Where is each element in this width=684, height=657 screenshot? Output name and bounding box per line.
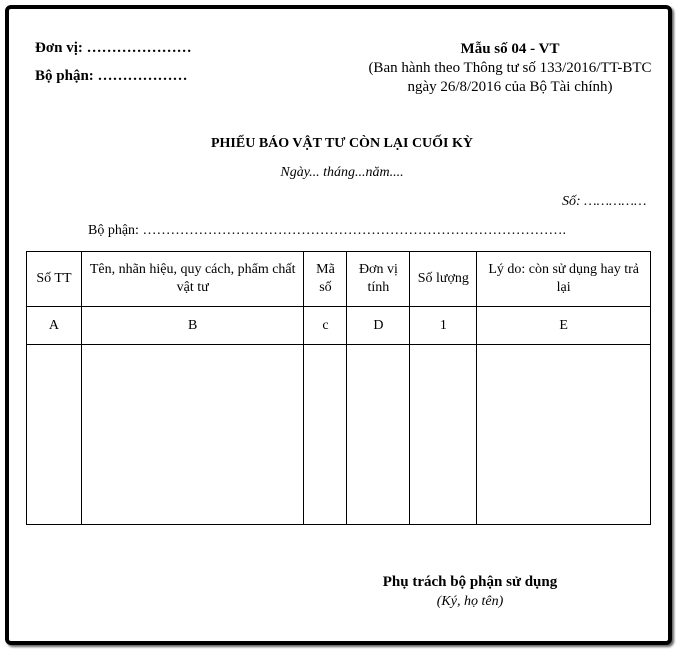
code-cell: c [304,307,347,345]
department-field: Bộ phận: ……………… [35,68,188,84]
table-cell [477,345,651,525]
date-line: Ngày... tháng...năm.... [280,165,404,180]
header-cell: Đơn vị tính [347,252,410,307]
signature-block [330,572,610,611]
table-cell [27,345,82,525]
table-header-row [27,252,651,307]
table-code-row [27,307,651,345]
signature-note: (Ký, họ tên) [436,594,504,609]
signature-title: Phụ trách bộ phận sử dụng [382,574,558,590]
header-cell: Lý do: còn sử dụng hay trả lại [477,252,651,307]
document-title: PHIẾU BÁO VẬT TƯ CÒN LẠI CUỐI KỲ [210,136,474,151]
code-cell: E [477,307,651,345]
header-cell: Mã số [304,252,347,307]
code-cell: B [81,307,304,345]
table-cell [81,345,304,525]
number-line: Số: …………… [562,194,647,209]
issued-line-2: ngày 26/8/2016 của Bộ Tài chính) [407,79,613,95]
department-line: Bộ phận: ………………………………………………………………………………. [88,223,566,238]
table-cell [304,345,347,525]
unit-field: Đơn vị: ………………… [35,40,192,56]
header-cell: Số lượng [410,252,477,307]
table-row [27,345,651,525]
header-cell: Số TT [27,252,82,307]
header-cell: Tên, nhãn hiệu, quy cách, phẩm chất vật tư [81,252,304,307]
code-cell: 1 [410,307,477,345]
materials-table [26,251,651,525]
table-cell [347,345,410,525]
code-cell: D [347,307,410,345]
form-info [330,40,684,97]
issued-line-1: (Ban hành theo Thông tư số 133/2016/TT-BTC [368,60,652,76]
table-cell [410,345,477,525]
code-cell: A [27,307,82,345]
form-code: Mẫu số 04 - VT [460,41,560,57]
